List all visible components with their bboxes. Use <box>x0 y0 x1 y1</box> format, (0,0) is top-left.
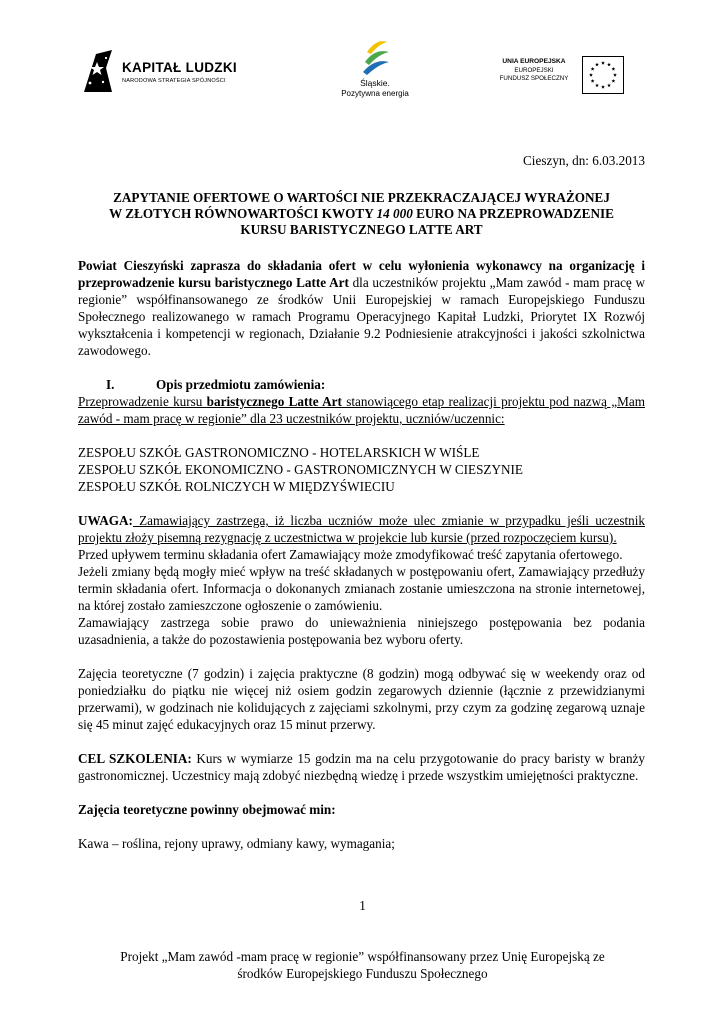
section-1-heading <box>78 376 645 393</box>
changes-paragraph: Jeżeli zmiany będą mogły mieć wpływ na treść składanych w postępowaniu ofert, Zamawiający przedłuży termin składania ofert. Informacja o dokonanych zmianach zostanie umieszczona na stronie internetowej, na której zostało zamieszczone ogłoszenie o zamówieniu. <box>78 564 645 613</box>
eu-line-2: EUROPEJSKI <box>514 66 554 74</box>
section-1-number: I. <box>106 377 115 392</box>
cel-label: CEL SZKOLENIA: <box>78 751 192 766</box>
section-1-text <box>78 393 645 427</box>
uwaga-text: Zamawiający zastrzega, iż liczba uczniów może ulec zmianie w przypadku jeśli uczestnik projektu złoży pisemną rezygnację z uczestnictwa w projekcie lub kursie (przed rozpoczęciem kursu). <box>78 513 645 545</box>
uwaga-label: UWAGA: <box>78 513 133 528</box>
title-line-2-b: EURO NA PRZEPROWADZENIE <box>412 206 614 221</box>
intro-rest: dla uczestników projektu „Mam zawód - mam pracę w regionie” współfinansowanego ze środków Unii Europejskiej w ramach Europejskiego Funduszu Społecznego realizowanego w ramach Programu Operacyjnego Kapitał Ludzki, Priorytet IX Rozwój wykształcenia i kompetencji w regionach, Działanie 9.2 Podniesienie atrakcyjności i jakości szkolnictwa zawodowego. <box>78 275 645 358</box>
intro-paragraph <box>78 257 645 359</box>
section-1-title: Opis przedmiotu zamówienia: <box>156 377 326 392</box>
eu-line-3: FUNDUSZ SPOŁECZNY <box>499 75 569 82</box>
cel-text: Kurs w wymiarze 15 godzin ma na celu przygotowanie do pracy baristy w branży gastronomicznej. Uczestnicy mają zdobyć niezbędną wiedzę i przede wszystkim umiejętności praktyczne. <box>78 751 645 783</box>
section-1-text-bold: baristycznego Latte Art <box>206 394 342 409</box>
title-line-1: ZAPYTANIE OFERTOWE O WARTOŚCI NIE PRZEKRACZAJĄCEJ WYRAŻONEJ <box>113 190 610 205</box>
eu-logo <box>490 58 640 98</box>
kapital-ludzki-title: KAPITAŁ LUDZKI <box>122 60 237 75</box>
document-footer <box>70 948 655 982</box>
footer-line-1: Projekt „Mam zawód -mam pracę w regionie” współfinansowany przez Unię Europejską ze <box>120 949 605 964</box>
kapital-ludzki-subtitle: NARODOWA STRATEGIA SPÓJNOŚCI <box>122 78 226 84</box>
school-item: ZESPOŁU SZKÓŁ ROLNICZYCH W MIĘDZYŚWIECIU <box>78 479 395 494</box>
document-header <box>0 0 725 110</box>
title-line-2 <box>78 206 645 222</box>
school-item: ZESPOŁU SZKÓŁ EKONOMICZNO - GASTRONOMICZNYCH W CIESZYNIE <box>78 462 523 477</box>
document-body <box>78 152 645 852</box>
eu-flag-icon <box>582 56 624 94</box>
classes-paragraph: Zajęcia teoretyczne (7 godzin) i zajęcia praktyczne (8 godzin) mogą odbywać się w weekendy oraz od poniedziałku do piątku nie więcej niż osiem godzin zegarowych dziennie (łącznie z przewidzianymi przerwami), w godzinach nie kolidujących z zajęciami szkolnymi, przy czym za godzinę zegarową uznaje się 45 minut zajęć edukacyjnych oraz 15 minut przerwy. <box>78 666 645 732</box>
section-1-text-a: Przeprowadzenie kursu <box>78 394 207 409</box>
slaskie-tagline: Pozytywna energia <box>341 89 409 98</box>
cel-paragraph <box>78 750 645 784</box>
title-line-2-a: W ZŁOTYCH RÓWNOWARTOŚCI KWOTY <box>109 206 377 221</box>
modify-paragraph: Przed upływem terminu składania ofert Zamawiający może zmodyfikować treść zapytania ofertowego. <box>78 547 623 562</box>
school-list <box>78 444 645 495</box>
eu-text <box>490 58 578 84</box>
uwaga-paragraph <box>78 512 645 546</box>
intro-bold: Powiat Cieszyński zaprasza do składania ofert w celu wyłonienia wykonawcy na organizację i przeprowadzenie kursu baristycznego Latte Art <box>78 258 645 290</box>
theory-item: Kawa – roślina, rejony uprawy, odmiany kawy, wymagania; <box>78 836 395 851</box>
section-1-text-b: stanowiącego etap realizacji projektu pod nazwą „Mam zawód - mam pracę w regionie” dla 23 uczestników projektu, uczniów/uczennic: <box>78 394 645 426</box>
theory-heading: Zajęcia teoretyczne powinny obejmować min: <box>78 802 336 817</box>
kapital-ludzki-logo <box>82 48 252 98</box>
title-amount: 14 000 <box>376 206 413 221</box>
kapital-ludzki-star-icon <box>82 48 114 94</box>
school-item: ZESPOŁU SZKÓŁ GASTRONOMICZNO - HOTELARSKICH W WIŚLE <box>78 445 480 460</box>
footer-line-2: środków Europejskiego Funduszu Społecznego <box>237 966 488 981</box>
title-line-3: KURSU BARISTYCZNEGO LATTE ART <box>240 222 483 237</box>
slaskie-name: Śląskie. <box>360 78 390 88</box>
eu-line-1: UNIA EUROPEJSKA <box>502 58 566 65</box>
document-title <box>78 190 645 238</box>
slaskie-wave-icon <box>361 38 391 76</box>
document-date: Cieszyn, dn: 6.03.2013 <box>523 153 645 168</box>
slaskie-logo <box>330 38 420 104</box>
page-number: 1 <box>359 898 366 913</box>
cancel-paragraph: Zamawiający zastrzega sobie prawo do unieważnienia niniejszego postępowania bez podania uzasadnienia, a także do pozostawienia postępowania bez wyboru oferty. <box>78 615 645 647</box>
